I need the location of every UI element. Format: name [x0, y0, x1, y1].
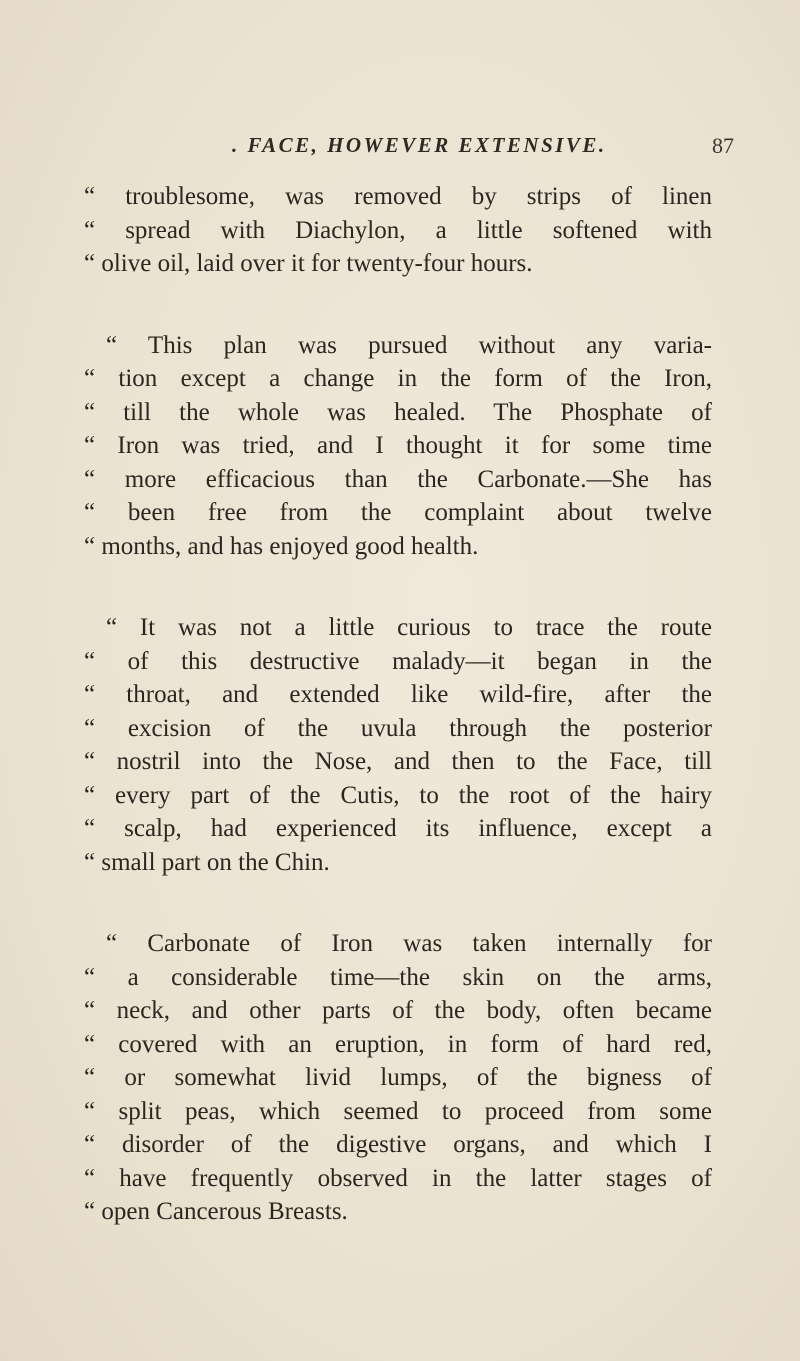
text-line: “ This plan was pursued without any varia- — [106, 331, 712, 359]
paragraph-2 — [84, 329, 712, 564]
paragraph-4 — [84, 927, 712, 1229]
text-line: “ a considerable time—the skin on the arms, — [84, 963, 712, 991]
body-text — [84, 180, 712, 1277]
text-line: “ small part on the Chin. — [84, 848, 330, 876]
text-line: “ excision of the uvula through the posterior — [84, 714, 712, 742]
text-line: “ olive oil, laid over it for twenty-four hours. — [84, 250, 533, 277]
page-number: 87 — [712, 133, 734, 158]
text-line: “ more efficacious than the Carbonate.—She has — [84, 465, 712, 493]
paragraph-3 — [84, 611, 712, 879]
text-line: “ been free from the complaint about twelve — [84, 499, 712, 526]
text-line: “ split peas, which seemed to proceed from some — [84, 1097, 712, 1125]
text-line: “ neck, and other parts of the body, often became — [84, 997, 712, 1024]
text-line: “ months, and has enjoyed good health. — [84, 532, 479, 560]
text-line: “ of this destructive malady—it began in the — [84, 647, 712, 675]
paragraph-1 — [84, 180, 712, 281]
text-line: “ troublesome, was removed by strips of linen — [84, 183, 712, 210]
text-line: “ scalp, had experienced its influence, except a — [84, 815, 712, 842]
text-line: “ tion except a change in the form of the Iron, — [84, 365, 712, 392]
text-line: “ spread with Diachylon, a little softened with — [84, 216, 712, 244]
text-line: “ till the whole was healed. The Phosphate of — [84, 398, 712, 426]
text-line: “ every part of the Cutis, to the root of the hairy — [84, 781, 712, 809]
text-line: “ It was not a little curious to trace the route — [106, 614, 712, 641]
text-line: “ throat, and extended like wild-fire, after the — [84, 681, 712, 708]
text-line: “ nostril into the Nose, and then to the Face, till — [84, 748, 712, 775]
text-line: “ Iron was tried, and I thought it for some time — [84, 432, 712, 459]
text-line: “ open Cancerous Breasts. — [84, 1198, 348, 1225]
text-line: “ disorder of the digestive organs, and which I — [84, 1131, 712, 1158]
text-line: “ have frequently observed in the latter stages of — [84, 1164, 712, 1192]
running-head — [0, 133, 800, 165]
text-line: “ covered with an eruption, in form of hard red, — [84, 1030, 712, 1058]
text-line: “ or somewhat livid lumps, of the bigness of — [84, 1064, 712, 1091]
text-line: “ Carbonate of Iron was taken internally for — [106, 930, 712, 957]
running-title: . FACE, HOWEVER EXTENSIVE. — [232, 133, 607, 157]
